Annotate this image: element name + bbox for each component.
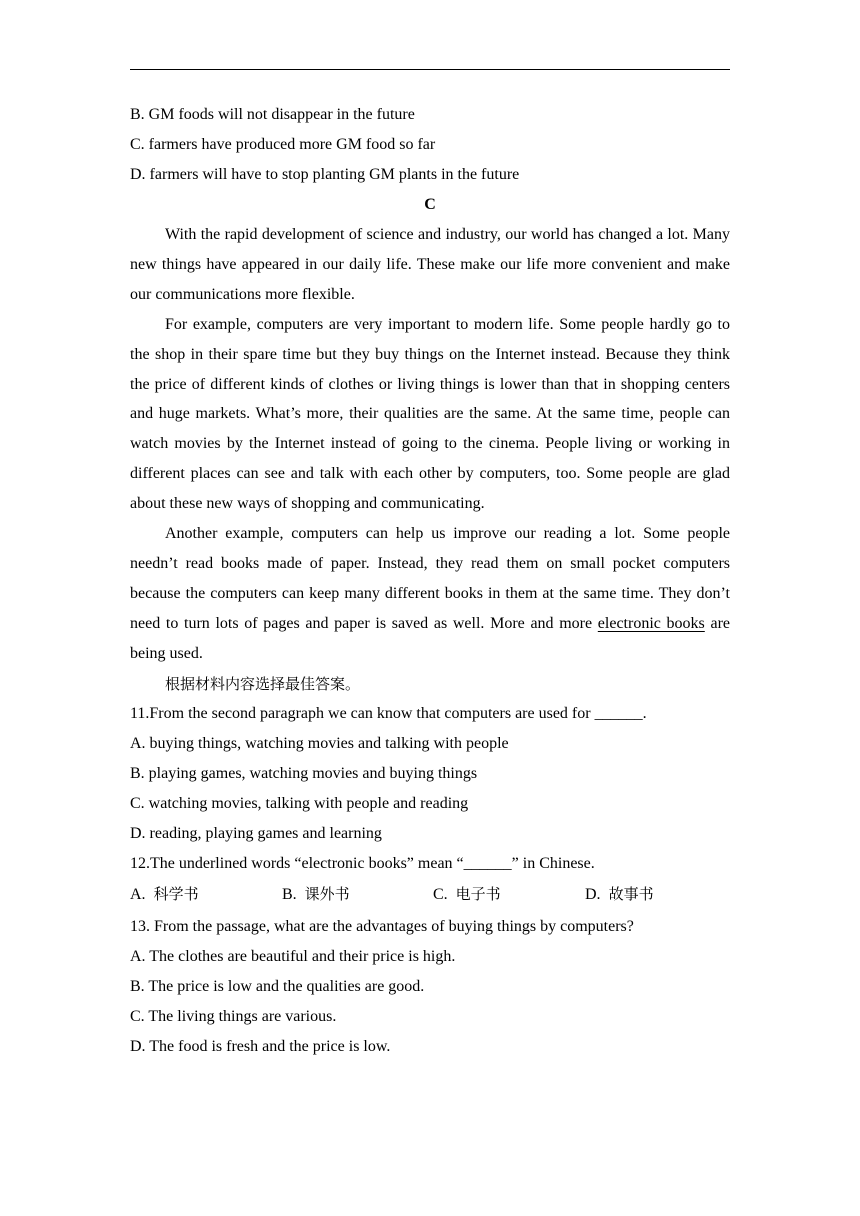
passage-paragraph: For example, computers are very important to modern life. Some people hardly go to the shop in their spare time but they buy things on the Internet instead. Because they think the price of different kinds of clothes or living things is lower than that in shopping centers and huge markets. What’s more, their qualities are the same. At the same time, people can watch movies by the Internet instead of going to the cinema. People living or working in different places can see and talk with each other by computers, too. Some people are glad about these new ways of shopping and communicating. [130,315,730,513]
underlined-words: electronic books [597,614,705,632]
paragraph-text: Another example, computers can help us improve our reading a lot. Some people needn’t read books made of paper. Instead, they read them on small pocket computers because the computers can keep many different books in them at the same time. They don’t need to turn lots of pages and paper is saved as well. More and more [130,525,730,632]
passage-paragraph [130,519,730,669]
option-line: C. farmers have produced more GM food so far [130,136,436,153]
answer-option: D. 故事书 [585,884,654,903]
answer-option: C. The living things are various. [130,1007,337,1025]
answer-option: D. reading, playing games and learning [130,824,382,842]
passage-paragraph: With the rapid development of science and industry, our world has changed a lot. Many new things have appeared in our daily life. These make our life more convenient and make our communications more flexible. [130,226,730,303]
answer-option: B. 课外书 [282,884,350,903]
answer-options-row [130,879,730,912]
page-content [130,100,730,1062]
section-heading: C [424,196,436,213]
paragraph-text: are being used. [130,614,730,662]
instruction-text: 根据材料内容选择最佳答案。 [165,674,361,693]
header-rule [130,69,730,70]
answer-option: C. 电子书 [433,884,501,903]
answer-option: C. watching movies, talking with people and reading [130,794,469,812]
question-stem: 13. From the passage, what are the advantages of buying things by computers? [130,917,634,935]
answer-option: B. playing games, watching movies and buying things [130,764,478,782]
answer-option: A. 科学书 [130,884,199,903]
option-line: D. farmers will have to stop planting GM plants in the future [130,166,520,183]
answer-option: A. The clothes are beautiful and their price is high. [130,947,456,965]
option-line: B. GM foods will not disappear in the future [130,106,415,123]
answer-option: A. buying things, watching movies and talking with people [130,734,509,752]
question-stem: 11.From the second paragraph we can know that computers are used for ______. [130,704,647,722]
answer-option: B. The price is low and the qualities are good. [130,977,425,995]
question-stem: 12.The underlined words “electronic books” mean “______” in Chinese. [130,854,595,872]
answer-option: D. The food is fresh and the price is low. [130,1037,391,1055]
